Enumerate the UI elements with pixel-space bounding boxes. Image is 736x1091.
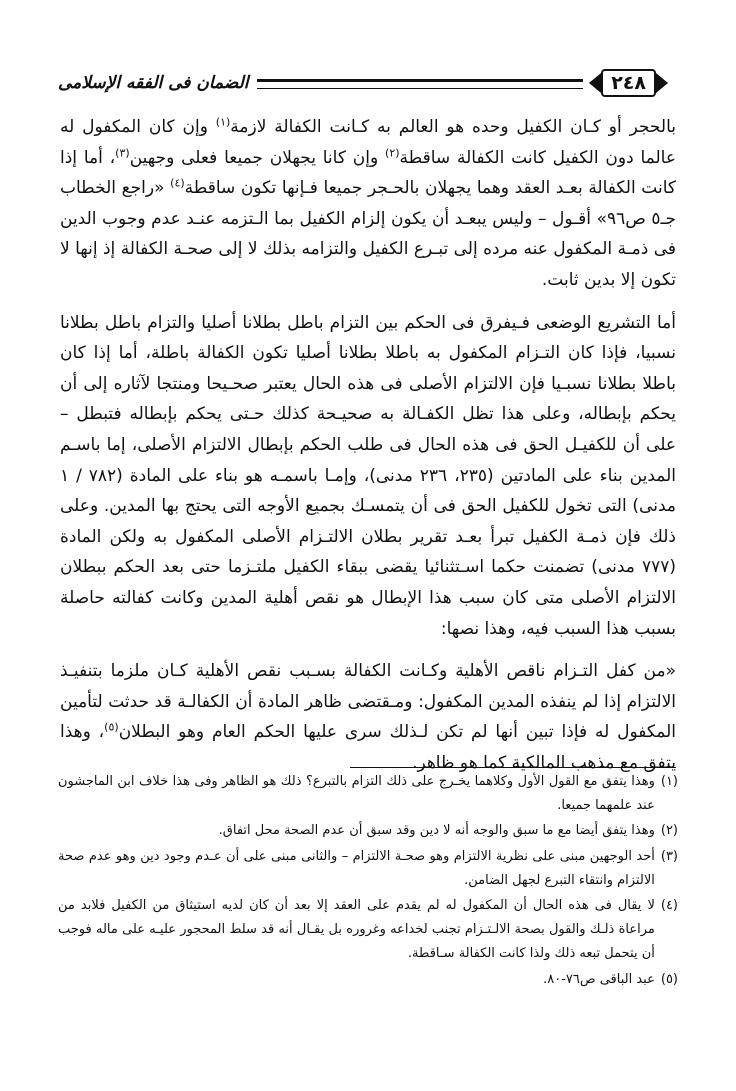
footnote-ref: (٥): [104, 720, 119, 734]
footnote: [58, 894, 678, 967]
text-run: ، وهذا يتفق مع مذهب المالكية كما هو ظاهر.: [60, 722, 676, 773]
footnote: [58, 819, 678, 843]
arrow-right-icon: [656, 73, 668, 93]
footnotes: [58, 770, 678, 993]
text-run: أما التشريع الوضعى فـيفرق فى الحكم بين التزام باطل بطلانا أصليا والتزام باطل بطلانا نسبيا، فإذا كان التـزام المكفول به باطلا بطلانا أصليا تكون الكفالة باطلة، أما إذا كان باطلا بطلانا نسبـيا فإن الالتزام الأصلى فى هذه الحال يعتبر صحـيحا ومنتجا لآثاره إلى أن يحكم بإبطاله، وعلى هذا تظل الكفـالة به صحيـحة كذلك حـتى يحكم بإبطاله فتبطل – على أن للكفيـل الحق فى هذه الحال فى طلب الحكم بإبطال الالتزام الأصلى، إما باسـم المدين بناء على المادتين (٢٣٥، ٢٣٦ مدنى)، وإمـا باسمـه هو بناء على المادة (٧٨٢ / ١ مدنى) التى تخول للكفيل الحق فى أن يتمسـك بجميع الأوجه التى يحتج بها المدين. وعلى ذلك فإن ذمـة الكفيل تبرأ بعـد تقرير بطلان الالتـزام الأصلى المكفول به ولكن المادة (٧٧٧ مدنى) تضمنت حكما اسـتثنائيا يقضى ببقاء الكفيل ملتـزما حتى بعد الحكم ببطلان الالتزام الأصلى متى كان سبب هذا الإبطال هو نقص أهلية المدين وكانت كفالته حاصلة بسبب هذا السبب فيه، وهذا نصها:: [60, 312, 676, 639]
running-title: الضمان فى الفقه الإسلامى: [58, 73, 249, 93]
paragraph-1: [60, 112, 676, 296]
footnote-number: (٤): [660, 898, 678, 914]
page-header: [58, 66, 668, 100]
footnote-text: لا يقال فى هذه الحال أن المكفول له لم يقدم على العقد إلا بعد أن كان لديه استيثاق من الكفيل فلابد من مراعاة ذلـك والقول بصحة الالـتـزام تجنب لخداعه وغروره بل يقـال أنه قد سلط المحجور عليـه على ماله فوجب أن يتحمل تبعه ذلك ولذا كانت الكفالة سـاقطة.: [58, 898, 655, 962]
main-text: [60, 112, 676, 790]
arrow-left-icon: [589, 73, 601, 93]
footnote-text: أحد الوجهين مبنى على نظرية الالتزام وهو صحـة الالتزام – والثانى مبنى على أن عـدم وجود دين وهو عدم صحة الالتزام وانتقاء التبرع لجهل الضامن.: [58, 848, 655, 888]
footnote-ref: (١): [215, 115, 231, 129]
text-run: «من كفل التـزام ناقص الأهلية وكـانت الكفالة بسـبب نقص الأهلية كـان ملزما بتنفيـذ الالتزام إذا لم ينفذه المدين المكفول: ومـقتضى ظاهر المادة أن الكفالـة قد حدثت لتأمين المكفول له فإذا تبين أنها لم تكن لـذلك سرى عليها الحكم العام وهو البطلان: [60, 661, 676, 743]
footnote-text: عبد الباقى ص٧٦-٨٠.: [543, 971, 655, 987]
footnote-ref: (٤): [170, 176, 185, 190]
footnote-ref: (٢): [385, 145, 400, 159]
footnote-number: (٣): [660, 848, 678, 864]
footnote: [58, 968, 678, 992]
footnote: [58, 770, 678, 818]
paragraph-2: [60, 308, 676, 645]
text-run: وإن كان المكفول له عالما دون الكفيل كانت الكفالة ساقطة: [60, 117, 676, 168]
footnote-number: (٥): [660, 971, 678, 987]
paragraph-3: [60, 656, 676, 778]
text-run: «راجع الخطاب جـ٥ ص٩٦» أقـول – وليس يبعـد أن يكون إلزام الكفيل بما الـتزمه عنـد عدم وجوب الدين فى ذمـة المكفول عنه مرده إلى تبـرع الكفيل والتزامه بذلك لا إلى صحـة الكفالة إذ إنها لا تكون إلا بدين ثابت.: [60, 178, 676, 290]
header-rule: [257, 79, 584, 89]
footnote-divider: [350, 767, 676, 768]
footnote-text: وهذا يتفق مع القول الأول وكلاهما يخـرج على ذلك التزام بالتبرع؟ ذلك هو الظاهر وفى هذا خلاف ابن الماجشون عند علمهما جميعا.: [58, 774, 655, 814]
footnote-ref: (٣): [115, 145, 130, 159]
footnote-number: (٢): [660, 823, 678, 839]
footnote-text: وهذا يتفق أيضا مع ما سبق والوجه أنه لا دين وقد سبق أن عدم الصحة محل اتفاق.: [218, 823, 655, 839]
text-run: بالحجر أو كـان الكفيل وحده هو العالم به كـانت الكفالة لازمة: [230, 117, 677, 137]
text-run: ، أما إذا كانت الكفالة بعـد العقد وهما يجهلان بالحـجر جميعا فـإنها تكون ساقطة: [60, 147, 676, 199]
footnote: [58, 845, 678, 893]
text-run: وإن كانا يجهلان جميعا فعلى وجهين: [129, 147, 386, 168]
page-number-box: [589, 69, 668, 97]
page-number: ٢٤٨: [601, 69, 656, 97]
footnote-number: (١): [660, 774, 678, 789]
